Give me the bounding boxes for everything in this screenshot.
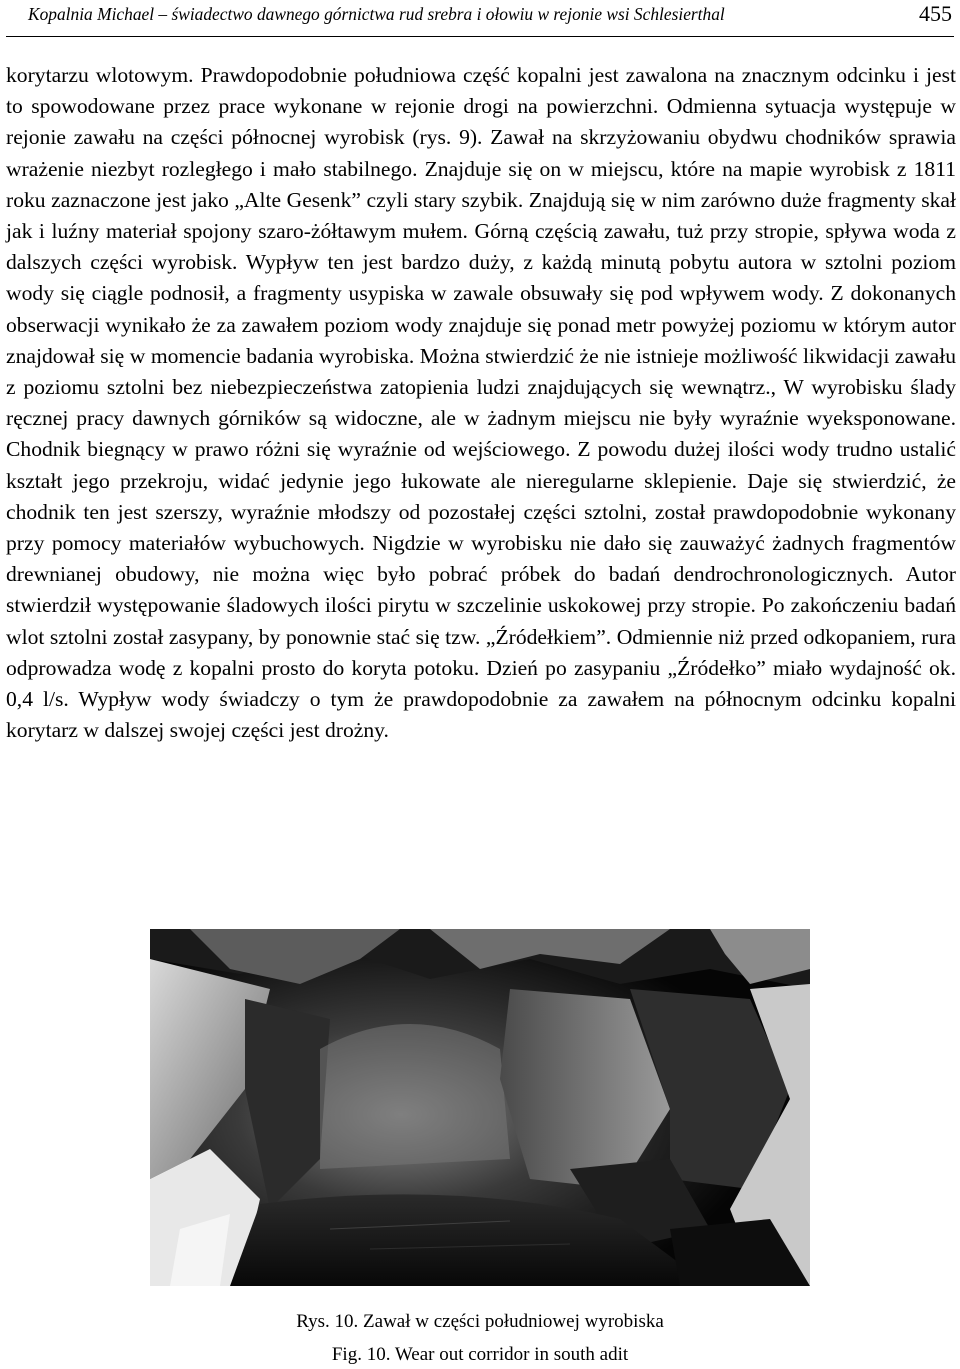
figure-caption-polish: Rys. 10. Zawał w części południowej wyrobiska: [296, 1311, 664, 1332]
running-header: [28, 0, 958, 28]
page-number: 455: [919, 1, 952, 26]
running-title: Kopalnia Michael – świadectwo dawnego górnictwa rud srebra i ołowiu w rejonie wsi Schlesierthal: [28, 3, 725, 24]
header-divider: [6, 36, 954, 37]
cave-photograph: [150, 929, 810, 1286]
body-paragraph: korytarzu wlotowym. Prawdopodobnie południowa część kopalni jest zawalona na znacznym odcinku i jest to spowodowane przez prace wykonane w rejonie drogi na powierzchni. Odmienna sytuacja występuje w rejonie zawału na części północnej wyrobisk (rys. 9). Zawał na skrzyżowaniu obydwu chodników sprawia wrażenie niezbyt rozległego i mało stabilnego. Znajduje się on w miejscu, które na mapie wyrobisk z 1811 roku zaznaczone jest jako „Alte Gesenk” czyli stary szybik. Znajdują się w nim zarówno duże fragmenty skał jak i luźny materiał spojony szaro-żółtawym mułem. Górną częścią zawału, tuż przy stropie, spływa woda z dalszych części wyrobisk. Wypływ ten jest bardzo duży, z każdą minutą pobytu autora w sztolni poziom wody się ciągle podnosił, a fragmenty usypiska w zawale obsuwały się pod wpływem wody. Z dokonanych obserwacji wynikało że za zawałem poziom wody znajduje się ponad metr powyżej poziomu w którym autor znajdował się w momencie badania wyrobiska. Można stwierdzić że nie istnieje możliwość likwidacji zawału z poziomu sztolni bez niebezpieczeństwa zatopienia ludzi znajdujących się wewnątrz., W wyrobisku ślady ręcznej pracy dawnych górników są widoczne, ale w żadnym miejscu nie były wyraźnie wyeksponowane. Chodnik biegnący w prawo różni się wyraźnie od wejściowego. Z powodu dużej ilości wody trudno ustalić kształt jego przekroju, widać jedynie jego łukowate ale nieregularne sklepienie. Daje się stwierdzić, że chodnik ten jest szerszy, wyraźnie młodszy od pozostałej części sztolni, został prawdopodobnie wykonany przy pomocy materiałów wybuchowych. Nigdzie w wyrobisku nie dało się zauważyć żadnych fragmentów drewnianej obudowy, nie można więc było pobrać próbek do badań dendrochronologicznych. Autor stwierdził występowanie śladowych ilości pirytu w szczelinie uskokowej przy stropie. Po zakończeniu badań wlot sztolni został zasypany, by ponownie stać się tzw. „Źródełkiem”. Odmiennie niż przed odkopaniem, rura odprowadza wodę z kopalni prosto do koryta potoku. Dzień po zasypaniu „Źródełko” miało wydajność ok. 0,4 l/s. Wypływ wody świadczy o tym że prawdopodobnie za zawałem na północnym odcinku kopalni korytarz w dalszej swojej części jest drożny.: [6, 63, 956, 743]
figure-caption-english: Fig. 10. Wear out corridor in south adit: [331, 1344, 629, 1365]
